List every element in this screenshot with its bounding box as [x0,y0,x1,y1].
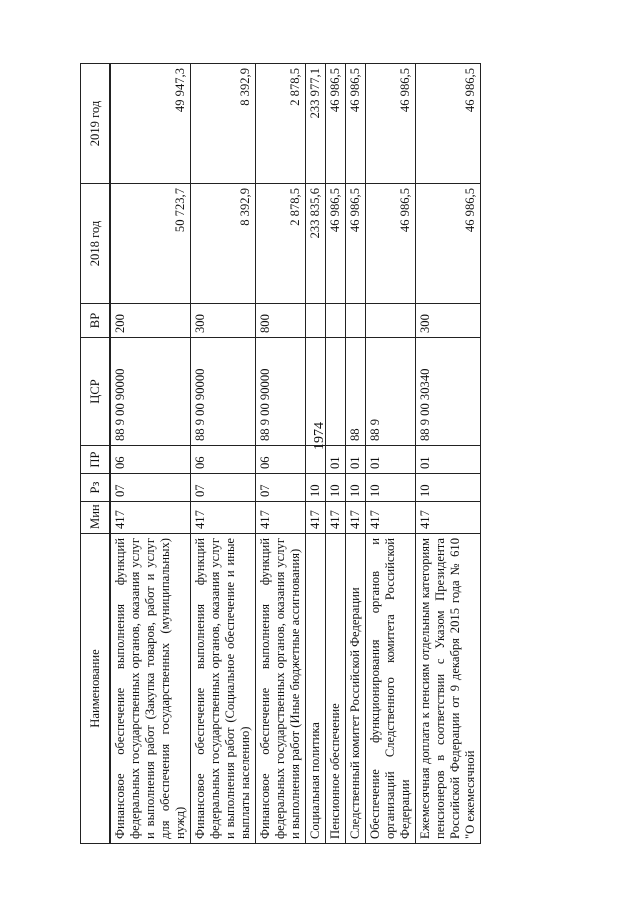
cell-csr: 88 9 00 90000 [191,338,256,446]
cell-2019: 233 977,1 [306,64,326,184]
table-row [110,64,191,844]
table-row [346,64,366,844]
table-row [306,64,326,844]
table-row [191,64,256,844]
header-min: Мин [81,502,111,534]
cell-rz: 07 [110,474,191,502]
cell-rz: 07 [191,474,256,502]
table-row [366,64,416,844]
table-row [416,64,481,844]
cell-2018: 233 835,6 [306,184,326,304]
cell-pr: 01 [416,446,481,474]
header-2018: 2018 год [81,184,111,304]
cell-rz: 10 [326,474,346,502]
cell-pr: 06 [110,446,191,474]
cell-name: Финансовое обеспечение выполнения функций федеральных государственных органов, оказания услуг и выполнения работ (Иные бюджетные ассигнования) [256,534,306,844]
cell-rz: 10 [346,474,366,502]
cell-name: Обеспечение функционирования органов и организаций Следственного комитета Российской Федерации [366,534,416,844]
cell-pr: 01 [366,446,416,474]
cell-min: 417 [416,502,481,534]
page-number: 1974 [312,422,327,450]
cell-pr: 01 [346,446,366,474]
budget-table [80,63,481,844]
cell-2019: 2 878,5 [256,64,306,184]
header-2019: 2019 год [81,64,111,184]
cell-pr: 06 [256,446,306,474]
cell-name: Финансовое обеспечение выполнения функций федеральных государственных органов, оказания услуг и выполнения работ (Закупка товаров, работ и услуг для обеспечения государственных (муниципальных) нужд) [110,534,191,844]
cell-2018: 46 986,5 [346,184,366,304]
header-rz: Рз [81,474,111,502]
cell-csr: 88 [346,338,366,446]
cell-2019: 46 986,5 [346,64,366,184]
table-header [81,64,111,844]
cell-rz: 10 [366,474,416,502]
cell-2019: 46 986,5 [326,64,346,184]
header-name: Наименование [81,534,111,844]
cell-pr: 06 [191,446,256,474]
cell-vr [366,304,416,338]
cell-min: 417 [256,502,306,534]
header-row [81,64,111,844]
cell-vr [306,304,326,338]
cell-csr: 88 9 00 90000 [256,338,306,446]
cell-2018: 50 723,7 [110,184,191,304]
cell-csr: 88 9 00 90000 [110,338,191,446]
cell-min: 417 [366,502,416,534]
cell-2018: 46 986,5 [366,184,416,304]
cell-min: 417 [326,502,346,534]
cell-vr: 300 [416,304,481,338]
header-csr: ЦСР [81,338,111,446]
cell-vr [326,304,346,338]
cell-rz: 07 [256,474,306,502]
cell-2019: 46 986,5 [416,64,481,184]
cell-pr: 01 [326,446,346,474]
cell-name: Ежемесячная доплата к пенсиям отдельным категориям пенсионеров в соответствии с Указом Президента Российской Федерации от 9 декабря 2015 года № 610 "О ежемесячной [416,534,481,844]
cell-csr [326,338,346,446]
cell-rz: 10 [306,474,326,502]
cell-2018: 46 986,5 [416,184,481,304]
cell-name: Социальная политика [306,534,326,844]
header-pr: ПР [81,446,111,474]
table-row [326,64,346,844]
cell-min: 417 [346,502,366,534]
table-body [110,64,481,844]
budget-table-container [80,64,600,844]
header-vr: ВР [81,304,111,338]
cell-2018: 8 392,9 [191,184,256,304]
cell-pr [306,446,326,474]
cell-min: 417 [191,502,256,534]
cell-name: Пенсионное обеспечение [326,534,346,844]
cell-2018: 46 986,5 [326,184,346,304]
cell-2019: 46 986,5 [366,64,416,184]
cell-min: 417 [110,502,191,534]
cell-2019: 8 392,9 [191,64,256,184]
cell-vr [346,304,366,338]
cell-csr: 88 9 00 30340 [416,338,481,446]
cell-vr: 200 [110,304,191,338]
cell-name: Следственный комитет Российской Федерации [346,534,366,844]
cell-2019: 49 947,3 [110,64,191,184]
cell-csr: 88 9 [366,338,416,446]
cell-min: 417 [306,502,326,534]
cell-name: Финансовое обеспечение выполнения функций федеральных государственных органов, оказания услуг и выполнения работ (Социальное обеспечение и иные выплаты населению) [191,534,256,844]
cell-vr: 800 [256,304,306,338]
table-row [256,64,306,844]
cell-csr [306,338,326,446]
cell-2018: 2 878,5 [256,184,306,304]
cell-vr: 300 [191,304,256,338]
cell-rz: 10 [416,474,481,502]
